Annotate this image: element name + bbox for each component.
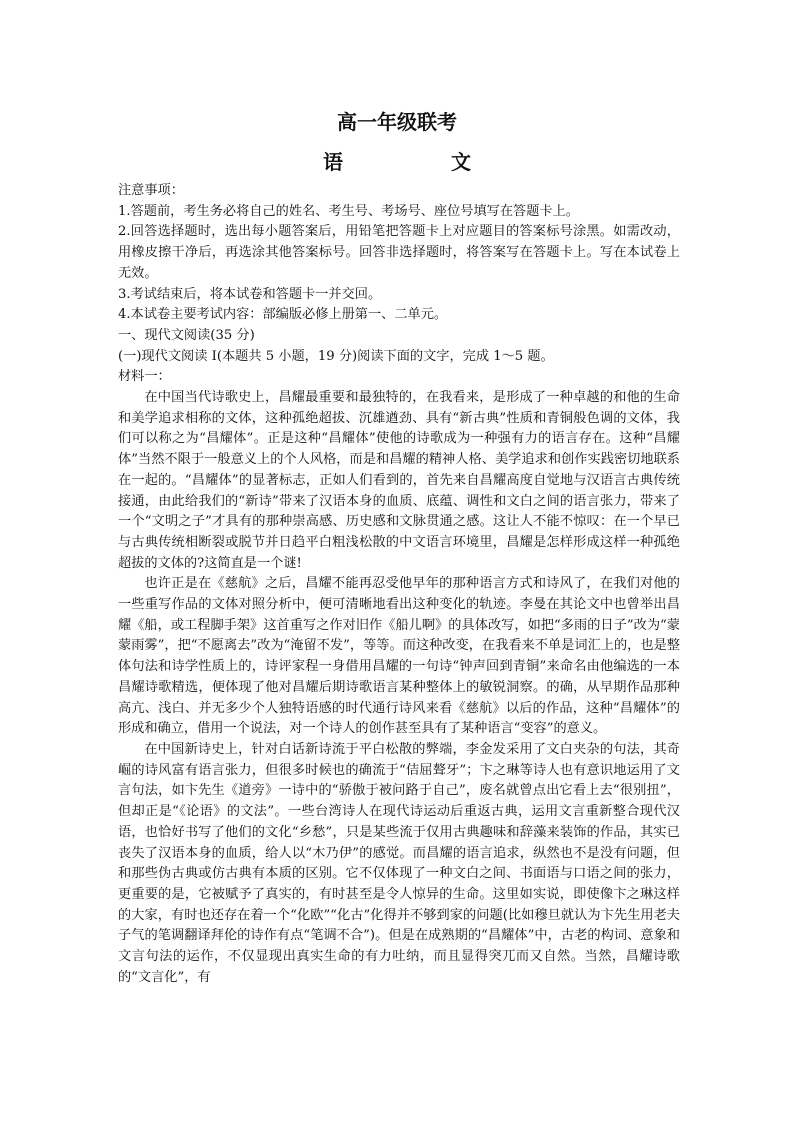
paragraph: 在中国新诗史上，针对白话新诗流于平白松散的弊端，李金发采用了文白夹杂的句法，其奇崛的诗风富有语言张力，但很多时候也的确流于“佶屈聱牙”；卞之琳等诗人也有意识地运用了文言句法，如卞先生《道旁》一诗中的“骄傲于被问路于自己”，废名就曾点出它看上去“很别扭”，但却正是“《论语》的文法”。一些台湾诗人在现代诗运动后重返古典，运用文言重新整合现代汉语，也恰好书写了他们的文化“乡愁”，只是某些流于仅用古典趣味和辞藻来装饰的作品，其实已丧失了汉语本身的血质，给人以“木乃伊”的感觉。而昌耀的语言追求，纵然也不是没有问题，但和那些伪古典或仿古典有本质的区别。它不仅体现了一种文白之间、书面语与口语之间的张力，更重要的是，它被赋予了真实的，有时甚至是令人惊异的生命。这里如实说，即使像卞之琳这样的大家，有时也还存在着一个“化欧”“化古”化得并不够到家的问题(比如穆旦就认为卞先生用老夫子气的笔调翻译拜伦的诗作有点“笔调不合”)。但是在成熟期的“昌耀体”中，古老的构词、意象和文言句法的运作，不仅显现出真实生命的有力吐纳，而且显得突兀而又自然。当然，昌耀诗歌的“文言化”，有 <box>118 741 680 985</box>
paragraph: 也许正是在《慈航》之后，昌耀不能再忍受他早年的那种语言方式和诗风了，在我们对他的一些重写作品的文体对照分析中，便可清晰地看出这种变化的轨迹。李曼在其论文中也曾举出昌耀《船，或工程脚手架》这首重写之作对旧作《船儿啊》的具体改写，如把“多雨的日子”改为“蒙蒙雨雾”，把“不愿离去”改为“淹留不发”，等等。而这种改变，在我看来不单是词汇上的，也是整体句法和诗学性质上的，诗评家程一身借用昌耀的一句诗“钟声回到青铜”来命名由他编选的一本昌耀诗歌精选，便体现了他对昌耀后期诗歌语言某种整体上的敏锐洞察。的确，从早期作品那种高亢、浅白、并无多少个人独特语感的时代通行诗风来看《慈航》以后的作品，这种“昌耀体”的形成和确立，借用一个说法，对一个诗人的创作甚至具有了某种语言“变容”的意义。 <box>118 576 680 737</box>
section-subheading: (一)现代文阅读 I(本题共 5 小题，19 分)阅读下面的文字，完成 1～5 题。 <box>118 348 554 364</box>
notice-item: 4.本试卷主要考试内容：部编版必修上册第一、二单元。 <box>118 307 448 323</box>
notice-heading: 注意事项： <box>118 183 184 198</box>
notice-item: 2.回答选择题时，选出每小题答案后，用铅笔把答题卡上对应题目的答案标号涂黑。如需改动，用橡皮擦干净后，再选涂其他答案标号。回答非选择题时，将答案写在答题卡上。写在本试卷上无效。 <box>118 224 680 281</box>
exam-title: 高一年级联考 <box>337 110 457 134</box>
material-label: 材料一： <box>118 369 171 385</box>
exam-content <box>118 181 680 988</box>
paragraph: 在中国当代诗歌史上，昌耀最重要和最独特的，在我看来，是形成了一种卓越的和他的生命和美学追求相称的文体，这种孤绝超拔、沉雄遒劲、具有“新古典”性质和青铜般色调的文体，我们可以称之为“昌耀体”。正是这种“昌耀体”使他的诗歌成为一种强有力的语言存在。这种“昌耀体”当然不限于一般意义上的个人风格，而是和昌耀的精神人格、美学追求和创作实践密切地联系在一起的。“昌耀体”的显著标志，正如人们看到的，首先来自昌耀高度自觉地与汉语言古典传统接通，由此给我们的“新诗”带来了汉语本身的血质、底蕴、调性和文白之间的语言张力，带来了一个“文明之子”才具有的那种崇高感、历史感和文脉贯通之感。这让人不能不惊叹：在一个早已与古典传统相断裂或脱节并日趋平白粗浅松散的中文语言环境里，昌耀是怎样形成这样一种孤绝超拔的文体的?这简直是一个谜! <box>118 390 680 571</box>
subject-title: 语 文 <box>323 150 515 174</box>
notice-item: 1.答题前，考生务必将自己的姓名、考生号、考场号、座位号填写在答题卡上。 <box>118 203 579 219</box>
notice-item: 3.考试结束后，将本试卷和答题卡一并交回。 <box>118 286 382 302</box>
section-heading: 一、现代文阅读(35 分) <box>118 327 255 343</box>
